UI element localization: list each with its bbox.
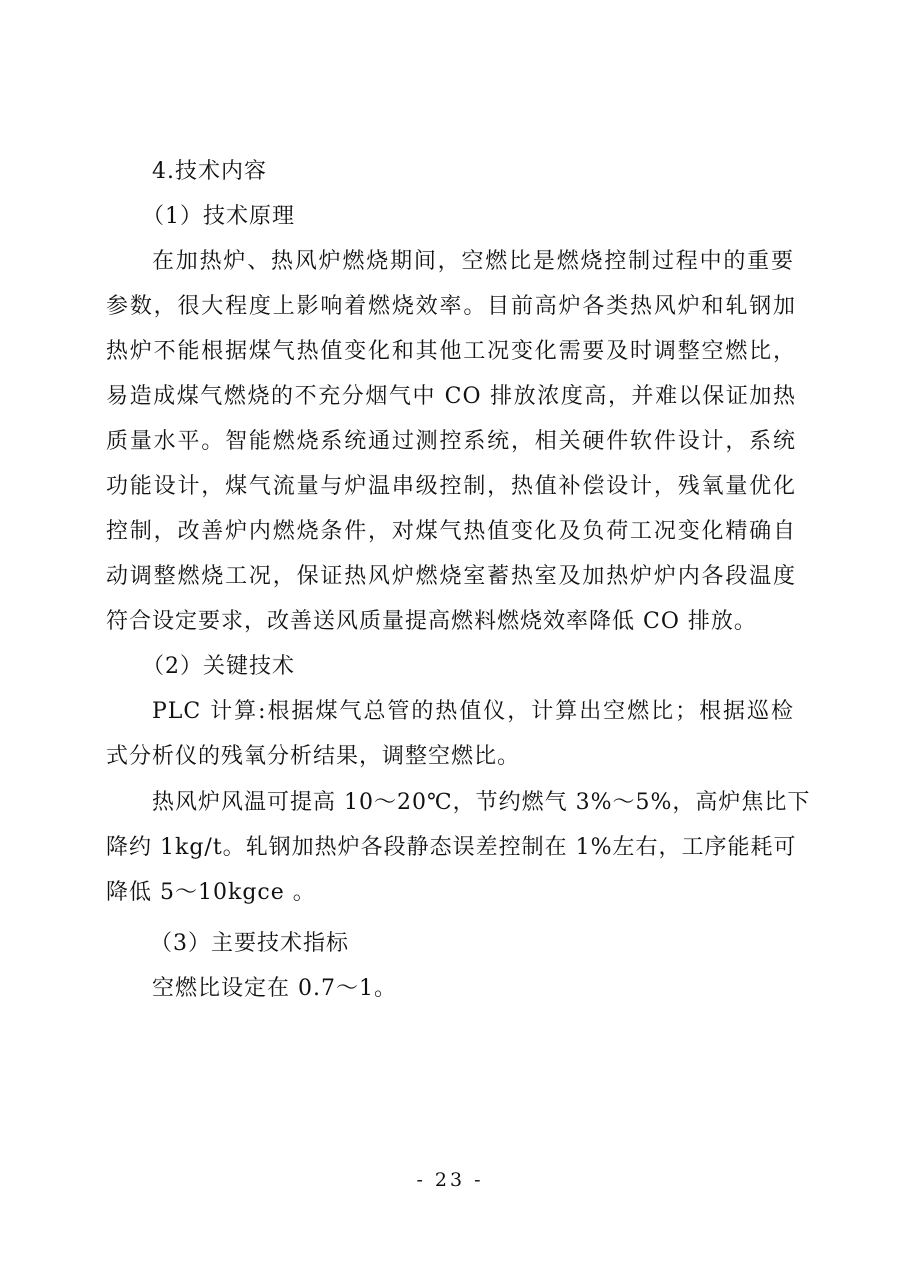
subsection-title-principle: （1）技术原理 [142,204,295,229]
paragraph-line: 降约 1kg/t。轧钢加热炉各段静态误差控制在 1%左右，工序能耗可 [106,835,797,860]
paragraph-line: 空燃比设定在 0.7～1。 [152,976,397,1001]
page-number: - 23 - [416,1169,484,1191]
paragraph-line: 式分析仪的残氧分析结果，调整空燃比。 [106,744,521,769]
section-heading: 4.技术内容 [152,159,267,184]
paragraph-line: 功能设计，煤气流量与炉温串级控制，热值补偿设计，残氧量优化 [106,474,796,499]
paragraph-line: 动调整燃烧工况，保证热风炉燃烧室蓄热室及加热炉炉内各段温度 [106,564,796,589]
paragraph-line: 热风炉风温可提高 10～20℃，节约燃气 3%～5%，高炉焦比下 [152,790,811,815]
paragraph-line: PLC 计算:根据煤气总管的热值仪，计算出空燃比；根据巡检 [152,699,794,724]
paragraph-line: 降低 5～10kgce 。 [106,880,316,905]
paragraph-line: 在加热炉、热风炉燃烧期间，空燃比是燃烧控制过程中的重要 [152,249,794,274]
paragraph-line: 热炉不能根据煤气热值变化和其他工况变化需要及时调整空燃比， [106,339,796,364]
paragraph-line: 参数，很大程度上影响着燃烧效率。目前高炉各类热风炉和轧钢加 [106,294,796,319]
paragraph-line: 符合设定要求，改善送风质量提高燃料燃烧效率降低 CO 排放。 [106,609,757,634]
paragraph-line: 质量水平。智能燃烧系统通过测控系统，相关硬件软件设计，系统 [106,429,796,454]
paragraph-line: 易造成煤气燃烧的不充分烟气中 CO 排放浓度高，并难以保证加热 [106,384,796,409]
subsection-title-key-tech: （2）关键技术 [142,654,295,679]
paragraph-line: 控制，改善炉内燃烧条件，对煤气热值变化及负荷工况变化精确自 [106,519,796,544]
subsection-title-indicators: （3）主要技术指标 [150,931,349,956]
